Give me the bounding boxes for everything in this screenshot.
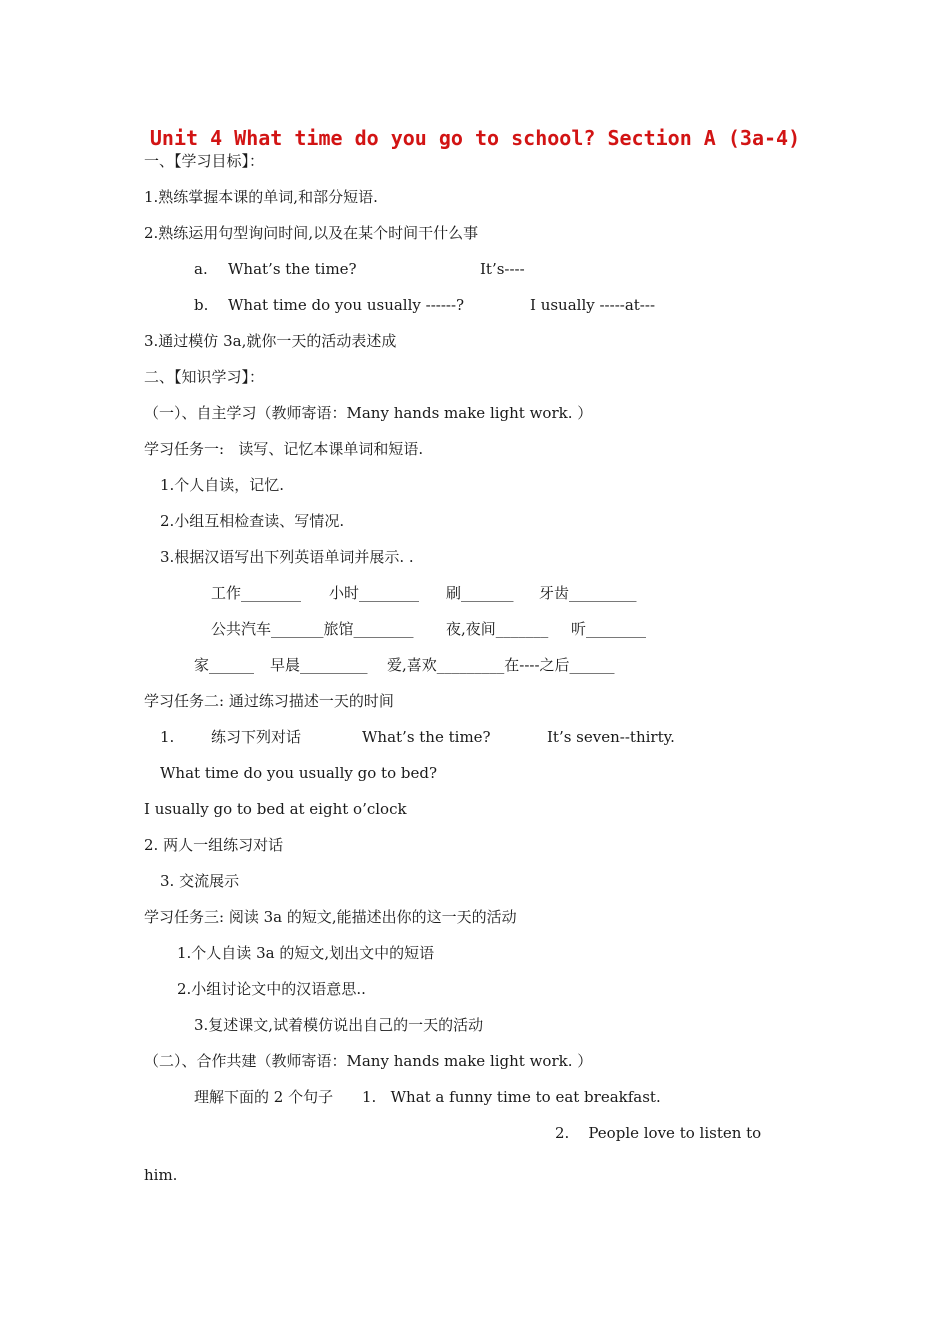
vocab-blank: 公共汽车_______旅馆________ — [211, 620, 414, 638]
task-1-step-1: 1.个人自读，记忆. — [160, 476, 285, 494]
task-2-dialog-answer: It’s seven--thirty. — [547, 728, 675, 746]
goal-2a-answer: It’s---- — [480, 260, 525, 278]
task-3-heading: 学习任务三: 阅读 3a 的短文,能描述出你的这一天的活动 — [144, 908, 517, 926]
vocab-blank: 牙齿_________ — [539, 584, 637, 602]
vocab-blank: 夜,夜间_______ — [446, 620, 549, 638]
task-3-step-1: 1.个人自读 3a 的短文,划出文中的短语 — [177, 944, 435, 962]
goal-2a-question: What’s the time? — [228, 260, 357, 278]
task-2-step-1-number: 1. — [160, 728, 175, 746]
task-1-step-3: 3.根据汉语写出下列英语单词并展示. . — [160, 548, 414, 566]
vocab-blank: 家______ — [194, 656, 255, 674]
sentence-1: 1. What a funny time to eat breakfast. — [362, 1088, 661, 1106]
task-2-step-2: 2. 两人一组练习对话 — [144, 836, 284, 854]
task-2-heading: 学习任务二: 通过练习描述一天的时间 — [144, 692, 394, 710]
section-2-heading: 二、【知识学习】： — [144, 368, 265, 386]
task-2-dialog-question-2: What time do you usually go to bed? — [160, 764, 437, 782]
goal-2b-answer: I usually -----at--- — [530, 296, 656, 314]
part-1-heading: （一）、自主学习（教师寄语：Many hands make light work. ） — [144, 404, 593, 422]
sentence-2-continuation: him. — [144, 1166, 178, 1184]
vocab-blank: 刷_______ — [446, 584, 514, 602]
part-2-heading: （二）、合作共建（教师寄语：Many hands make light work. ） — [144, 1052, 593, 1070]
goal-2b-question: What time do you usually ------? — [228, 296, 465, 314]
task-2-step-3: 3. 交流展示 — [160, 872, 240, 890]
vocab-blank: 爱,喜欢_________在----之后______ — [387, 656, 615, 674]
goal-3: 3.通过模仿 3a,就你一天的活动表述成 — [144, 332, 397, 350]
vocab-blank: 听________ — [571, 620, 647, 638]
goal-2b-marker: b. — [194, 296, 209, 314]
page-title: Unit 4 What time do you go to school? Section A (3a-4) — [149, 126, 801, 150]
goal-1: 1.熟练掌握本课的单词,和部分短语. — [144, 188, 378, 206]
task-3-step-3: 3.复述课文,试着模仿说出自己的一天的活动 — [194, 1016, 484, 1034]
task-1-step-2: 2.小组互相检查读、写情况. — [160, 512, 345, 530]
vocab-blank: 小时________ — [329, 584, 420, 602]
vocab-blank: 早晨_________ — [270, 656, 368, 674]
goal-2a-marker: a. — [194, 260, 208, 278]
task-2-step-1-text: 练习下列对话 — [211, 728, 302, 746]
vocab-blank: 工作________ — [211, 584, 302, 602]
task-1-heading: 学习任务一: 读写、记忆本课单词和短语. — [144, 440, 424, 458]
task-3-step-2: 2.小组讨论文中的汉语意思.. — [177, 980, 366, 998]
task-2-dialog-question: What’s the time? — [362, 728, 491, 746]
task-2-dialog-answer-2: I usually go to bed at eight o’clock — [144, 800, 407, 818]
understanding-lead: 理解下面的 2 个句子 — [194, 1088, 334, 1106]
sentence-2: 2. People love to listen to — [555, 1124, 762, 1142]
section-1-heading: 一、【学习目标】： — [144, 152, 265, 170]
goal-2: 2.熟练运用句型询问时间,以及在某个时间干什么事 — [144, 224, 479, 242]
